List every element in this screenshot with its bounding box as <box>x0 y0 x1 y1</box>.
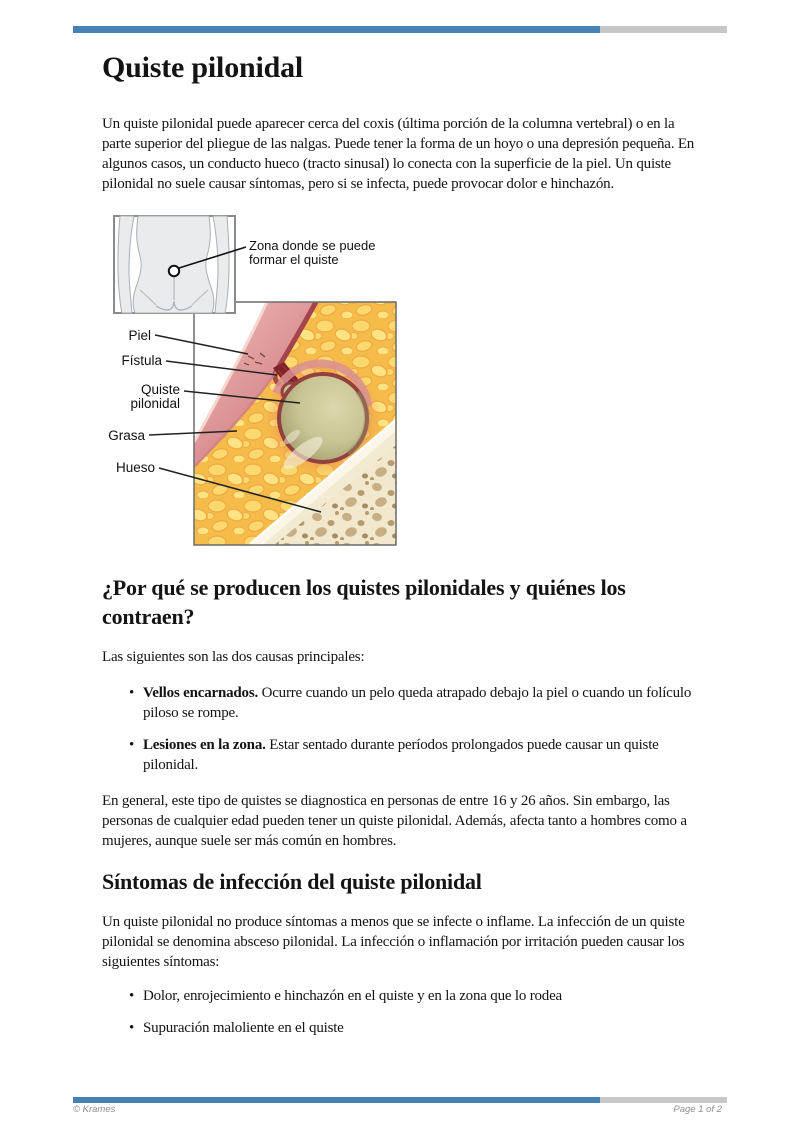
label-piel: Piel <box>128 328 151 343</box>
symptoms-intro-paragraph: Un quiste pilonidal no produce síntomas a menos que se infecte o inflame. La infección de un quiste pilonidal se denomina absceso pilonidal. La infección o inflamación por irritación pueden causar los siguientes síntomas: <box>102 914 685 970</box>
body-location-inset <box>114 216 246 313</box>
intro-paragraph: Un quiste pilonidal puede aparecer cerca del coxis (última porción de la columna vertebral) o en la parte superior del pliegue de las nalgas. Puede tener la forma de un hoyo o una depresión pequeña. En algunos casos, un conducto hueco (tracto sinusal) lo conecta con la superficie de la piel. Un quiste pilonidal no suele causar síntomas, pero si se infecta, puede provocar dolor e hinchazón. <box>102 116 695 192</box>
list-item-lead: Vellos encarnados. <box>143 685 259 701</box>
list-item-text: Supuración maloliente en el quiste <box>143 1020 344 1036</box>
cross-section-figure <box>100 210 400 555</box>
page-title: Quiste pilonidal <box>102 51 304 84</box>
section-heading-causes: ¿Por qué se producen los quistes pilonidales y quiénes los contraen? <box>102 575 626 629</box>
list-item-drainage <box>143 1018 702 1038</box>
inset-caption-line1: Zona donde se puede <box>249 238 376 253</box>
list-item-pain <box>143 986 702 1006</box>
symptoms-list <box>102 986 702 1038</box>
document-content <box>102 0 702 1054</box>
list-item-text: Dolor, enrojecimiento e hinchazón en el quiste y en la zona que lo rodea <box>143 988 563 1004</box>
list-item-text: Estar sentado durante períodos prolongados puede causar un quiste pilonidal. <box>143 737 659 773</box>
footer <box>73 1104 722 1115</box>
label-quiste-line2: pilonidal <box>130 396 180 411</box>
label-quiste-line1: Quiste <box>140 382 180 397</box>
medical-illustration <box>100 210 400 555</box>
footer-page-number: Page 1 of 2 <box>673 1104 722 1115</box>
list-item-ingrown-hairs <box>143 683 702 723</box>
inset-caption-line2: formar el quiste <box>249 252 339 267</box>
cyst-site-marker <box>169 266 179 276</box>
list-item-lead: Lesiones en la zona. <box>143 737 266 753</box>
footer-copyright: © Krames <box>73 1104 116 1115</box>
footer-accent-bar-blue <box>73 1097 600 1103</box>
list-item-injuries <box>143 735 702 775</box>
label-hueso: Hueso <box>115 460 155 475</box>
cross-section-art <box>194 302 400 550</box>
causes-lead-in: Las siguientes son las dos causas principales: <box>102 649 365 665</box>
label-fistula: Fístula <box>121 353 162 368</box>
section-heading-symptoms: Síntomas de infección del quiste pilonidal <box>102 869 482 894</box>
footer-accent-bar <box>73 1097 727 1103</box>
label-grasa: Grasa <box>108 428 145 443</box>
list-item-text: Ocurre cuando un pelo queda atrapado debajo la piel o cuando un folículo piloso se rompe. <box>143 685 692 721</box>
causes-list <box>102 683 702 775</box>
causes-closing-paragraph: En general, este tipo de quistes se diagnostica en personas de entre 16 y 26 años. Sin embargo, las personas de cualquier edad pueden tener un quiste pilonidal. Además, afecta tanto a hombres como a mujeres, aunque suele ser más común en hombres. <box>102 793 687 849</box>
